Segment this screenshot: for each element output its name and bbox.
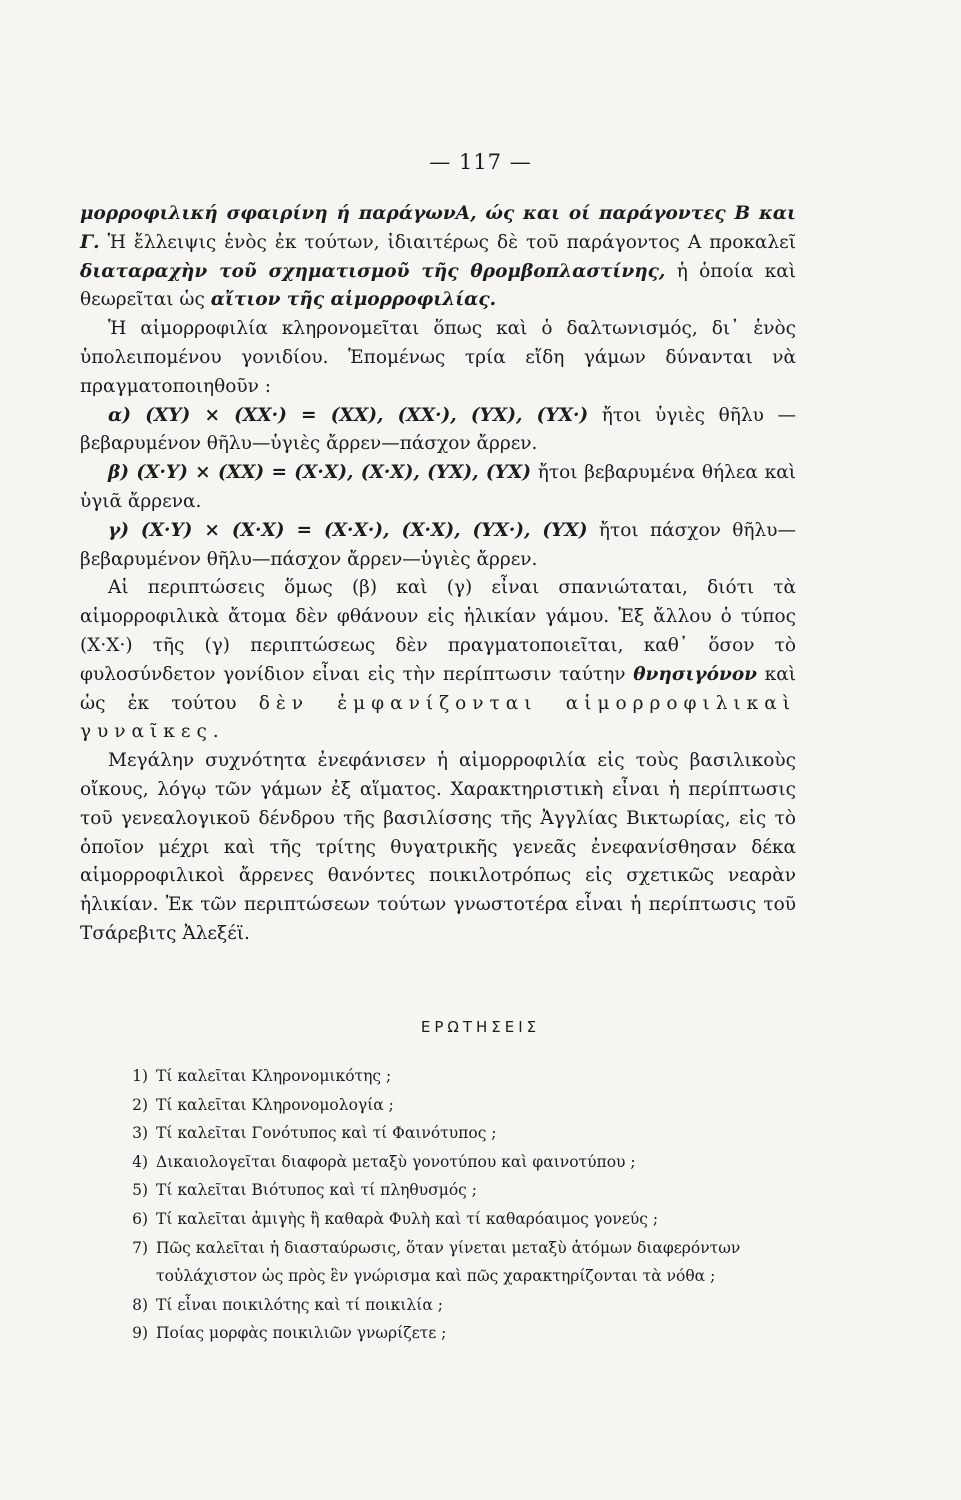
question-text: Ποίας μορφὰς ποικιλιῶν γνωρίζετε ; bbox=[156, 1324, 447, 1343]
questions-heading: ΕΡΩΤΗΣΕΙΣ bbox=[420, 1018, 541, 1036]
question-text: Τί καλεῖται Κληρονομολογία ; bbox=[156, 1095, 394, 1114]
question-number: 4) bbox=[132, 1152, 148, 1171]
question-number: 9) bbox=[132, 1324, 148, 1343]
cross-case-b bbox=[80, 459, 796, 517]
question-item bbox=[118, 1176, 798, 1205]
emphasis-text: θνησιγόνον bbox=[633, 663, 758, 685]
question-text: Τί καλεῖται ἀμιγὴς ἢ καθαρὰ Φυλὴ καὶ τί καθαρόαιμος γονεύς ; bbox=[156, 1209, 659, 1228]
cross-formula: α) (XY) × (XX·) = (XX), (XX·), (YX), (YX·) bbox=[108, 404, 589, 426]
question-item bbox=[118, 1062, 798, 1091]
question-number: 3) bbox=[132, 1124, 148, 1143]
paragraph-2: Ἡ αἱμορροφιλία κληρονομεῖται ὅπως καὶ ὁ δαλτωνισμός, δι᾿ ἑνὸς ὑπολειπομένου γονιδίου. Ἑπομένως τρία εἴδη γάμων δύνανται νὰ πραγματοποιηθοῦν : bbox=[80, 318, 796, 397]
spaced-text: δὲν ἐμφανίζονται αἱμορροφιλικαὶ γυναῖκες. bbox=[80, 692, 796, 743]
emphasis-text: αἴτιον τῆς αἱμορροφιλίας. bbox=[210, 289, 497, 311]
paragraph-4: Μεγάλην συχνότητα ἐνεφάνισεν ἡ αἱμορροφιλία εἰς τοὺς βασιλικοὺς οἴκους, λόγῳ τῶν γάμων ἐξ αἵματος. Χαρακτηριστικὴ εἶναι ἡ περίπτωσις τοῦ γενεαλογικοῦ δένδρου τῆς βασιλίσσης τῆς Ἀγγλίας Βικτωρίας, εἰς τὸ ὁποῖον μέχρι καὶ τῆς τρίτης θυγατρικῆς γενεᾶς ἐνεφανίσθησαν δέκα αἱμορροφιλικοὶ ἄρρενες θανόντες ποικιλοτρόπως εἰς σχετικῶς νεαρὰν ἡλικίαν. Ἐκ τῶν περιπτώσεων τούτων γνωστοτέρα εἶναι ἡ περίπτωσις τοῦ Τσάρεβιτς Ἀλεξέϊ. bbox=[80, 750, 796, 944]
cross-result: ἤτοι ὑγιὲς θῆλυ —βεβαρυμένον θῆλυ—ὑγιὲς ἄρρεν—πάσχον ἄρρεν. bbox=[80, 404, 796, 455]
question-number: 1) bbox=[132, 1067, 148, 1085]
cross-formula: γ) (X·Y) × (X·X) = (X·X·), (X·X), (YX·), (YX) bbox=[108, 519, 588, 541]
cross-case-a bbox=[80, 402, 796, 460]
question-number: 7) bbox=[132, 1238, 148, 1257]
question-text: Δικαιολογεῖται διαφορὰ μεταξὺ γονοτύπου καὶ φαινοτύπου ; bbox=[156, 1152, 636, 1171]
question-item bbox=[118, 1319, 798, 1348]
cross-formula: β) (X·Y) × (XX) = (X·X), (X·X), (YX), (YX) bbox=[108, 462, 531, 484]
body-text: ἡ ὁποία καὶ θεωρεῖται ὡς bbox=[80, 260, 796, 311]
question-text: Τί καλεῖται Γονότυπος καὶ τί Φαινότυπος ; bbox=[156, 1124, 497, 1143]
question-text: Τί καλεῖται Βιότυπος καὶ τί πληθυσμός ; bbox=[156, 1181, 478, 1200]
body-text: καὶ ὡς ἐκ τούτου bbox=[80, 663, 796, 714]
questions-list bbox=[118, 1062, 798, 1348]
cross-case-c bbox=[80, 517, 796, 575]
question-text: Τί εἶναι ποικιλότης καὶ τί ποικιλία ; bbox=[156, 1295, 443, 1314]
page-number: — 117 — bbox=[429, 150, 532, 174]
question-number: 8) bbox=[132, 1295, 148, 1314]
question-item bbox=[118, 1234, 798, 1291]
question-text: Πῶς καλεῖται ἡ διασταύρωσις, ὅταν γίνεται μεταξὺ ἀτόμων διαφερόντων τοὐλάχιστον ὡς πρὸς ἓν γνώρισμα καὶ πῶς χαρακτηρίζονται τὰ νόθα ; bbox=[156, 1238, 741, 1286]
cross-result: ἤτοι πάσχον θῆλυ—βεβαρυμένον θῆλυ—πάσχον ἄρρεν—ὑγιὲς ἄρρεν. bbox=[80, 519, 796, 570]
question-item bbox=[118, 1148, 798, 1177]
paragraph-3 bbox=[80, 574, 796, 747]
question-number: 2) bbox=[132, 1095, 148, 1114]
emphasis-text: διαταραχὴν τοῦ σχηματισμοῦ τῆς θρομβοπλαστίνης, bbox=[80, 260, 666, 282]
body-text: Ἡ ἔλλειψις ἑνὸς ἐκ τούτων, ἰδιαιτέρως δὲ τοῦ παράγοντος Α προκαλεῖ bbox=[99, 231, 796, 253]
cross-result: ἤτοι βεβαρυμένα θήλεα καὶ ὑγιᾶ ἄρρενα. bbox=[80, 462, 796, 512]
question-number: 6) bbox=[132, 1209, 148, 1228]
body-text: Αἱ περιπτώσεις ὅμως (β) καὶ (γ) εἶναι σπανιώταται, διότι τὰ αἱμορροφιλικὰ ἄτομα δὲν φθάνουν εἰς ἡλικίαν γάμου. Ἐξ ἄλλου ὁ τύπος (X·X·) τῆς (γ) περιπτώσεως δὲν πραγματοποιεῖται, καθ᾿ ὅσον τὸ φυλοσύνδετον γονίδιον εἶναι εἰς τὴν περίπτωσιν ταύτην bbox=[80, 577, 796, 685]
main-text bbox=[80, 200, 796, 949]
question-item bbox=[118, 1119, 798, 1148]
paragraph-1 bbox=[80, 200, 796, 315]
question-item bbox=[118, 1091, 798, 1120]
question-item bbox=[118, 1291, 798, 1320]
question-text: Τί καλεῖται Κληρονομικότης ; bbox=[156, 1067, 392, 1085]
emphasis-text: μορροφιλική σφαιρίνη ή παράγωνA, ώς και οί παράγοντες B και Γ. bbox=[80, 203, 796, 253]
question-number: 5) bbox=[132, 1181, 148, 1200]
question-item bbox=[118, 1205, 798, 1234]
